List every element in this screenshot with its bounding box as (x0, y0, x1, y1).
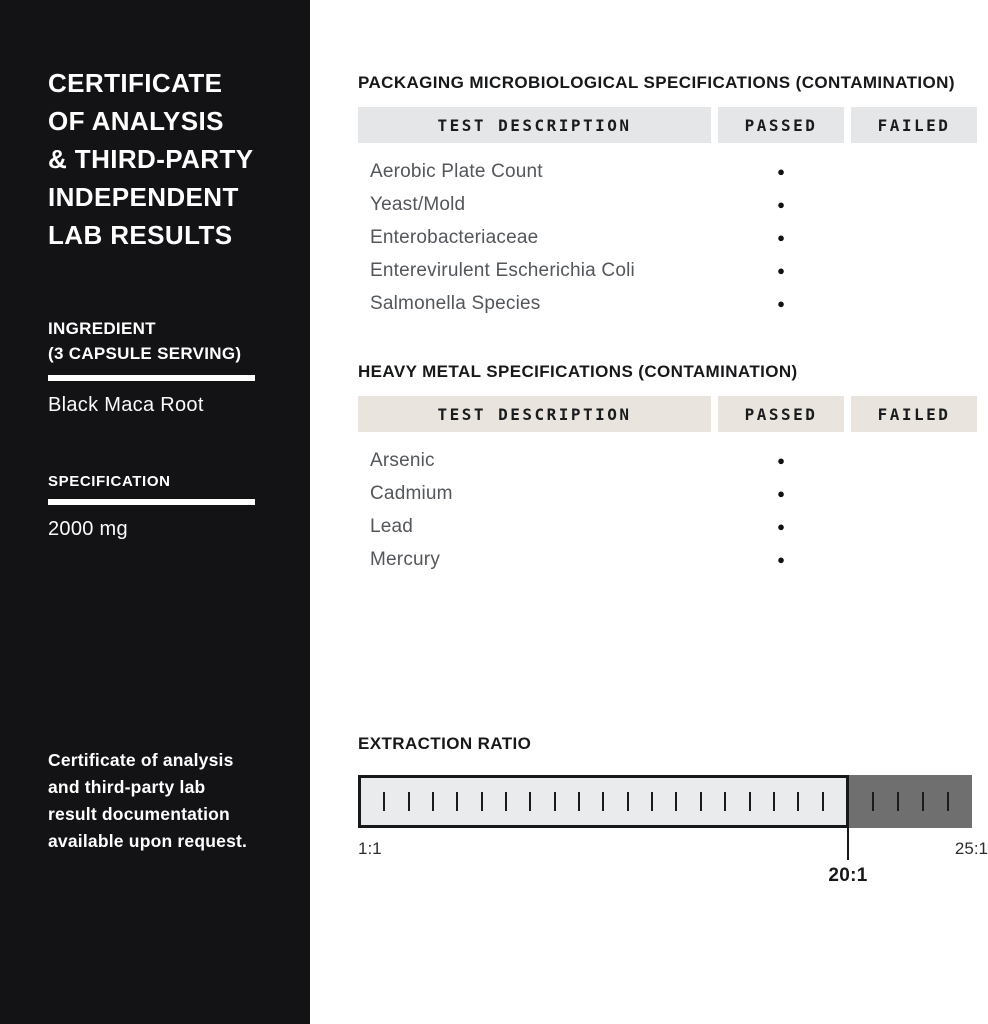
ingredient-label-line1: INGREDIENT (48, 319, 156, 338)
ruler-ticks-dark (849, 775, 972, 828)
test-name: Salmonella Species (370, 292, 541, 314)
tick-mark (529, 792, 531, 811)
tick-mark (505, 792, 507, 811)
tick-mark (675, 792, 677, 811)
tick-mark (627, 792, 629, 811)
table-row (358, 287, 977, 320)
tick-mark (383, 792, 385, 811)
column-header-failed: FAILED (851, 396, 977, 432)
section-title: HEAVY METAL SPECIFICATIONS (CONTAMINATION) (358, 362, 798, 381)
extraction-ratio-ruler (358, 775, 988, 895)
scale-max-label: 25:1 (954, 839, 988, 858)
tick-mark (651, 792, 653, 811)
test-name: Aerobic Plate Count (370, 160, 543, 182)
divider-rule (48, 375, 255, 381)
footnote (48, 747, 290, 855)
table-header-row (358, 107, 977, 143)
passed-dot: ● (777, 552, 785, 567)
tick-mark (822, 792, 824, 811)
section-title: PACKAGING MICROBIOLOGICAL SPECIFICATIONS (CONTAMINATION) (358, 73, 955, 92)
scale-min-label: 1:1 (358, 839, 382, 858)
page-title-line: & THIRD-PARTY (48, 144, 254, 174)
table-row (358, 477, 977, 510)
ruler-scale-labels (358, 839, 988, 859)
passed-dot: ● (777, 486, 785, 501)
tick-mark (947, 792, 949, 811)
test-name: Yeast/Mold (370, 193, 466, 215)
page-title-line: CERTIFICATE (48, 68, 223, 98)
passed-dot: ● (777, 519, 785, 534)
column-header-failed: FAILED (851, 107, 977, 143)
table-row (358, 221, 977, 254)
tick-mark (773, 792, 775, 811)
tick-mark (700, 792, 702, 811)
page-title-line: LAB RESULTS (48, 220, 233, 250)
extraction-value-label: 20:1 (828, 865, 868, 886)
ruler-remainder-range (849, 775, 972, 828)
page-title-line: INDEPENDENT (48, 182, 239, 212)
extraction-ratio-section (358, 734, 988, 895)
passed-dot: ● (777, 296, 785, 311)
tick-mark (481, 792, 483, 811)
section-title: EXTRACTION RATIO (358, 734, 532, 753)
sidebar (0, 0, 310, 1024)
column-header-test-description: TEST DESCRIPTION (358, 107, 711, 143)
ruler-filled-range (358, 775, 849, 828)
tick-mark (724, 792, 726, 811)
passed-dot: ● (777, 230, 785, 245)
test-name: Arsenic (370, 449, 435, 471)
passed-dot: ● (777, 453, 785, 468)
table-row (358, 188, 977, 221)
tick-mark (897, 792, 899, 811)
test-name: Enterobacteriaceae (370, 226, 539, 248)
column-header-passed: PASSED (718, 107, 844, 143)
page-title-line: OF ANALYSIS (48, 106, 224, 136)
ruler-ticks-light (361, 778, 846, 825)
main-content (310, 0, 988, 1024)
table-body (358, 444, 977, 576)
value-pointer-line (847, 775, 849, 860)
tick-mark (432, 792, 434, 811)
footnote-line: and third-party lab (48, 777, 206, 797)
ingredient-label-line2: (3 CAPSULE SERVING) (48, 344, 242, 363)
tick-mark (602, 792, 604, 811)
table-row (358, 155, 977, 188)
tick-mark (408, 792, 410, 811)
table-row (358, 543, 977, 576)
tick-mark (922, 792, 924, 811)
ingredient-label (48, 316, 290, 366)
footnote-line: Certificate of analysis (48, 750, 234, 770)
test-name: Cadmium (370, 482, 453, 504)
column-header-passed: PASSED (718, 396, 844, 432)
page-title (48, 64, 290, 254)
passed-dot: ● (777, 164, 785, 179)
tick-mark (456, 792, 458, 811)
tick-mark (554, 792, 556, 811)
tick-mark (872, 792, 874, 811)
tick-mark (749, 792, 751, 811)
tick-mark (578, 792, 580, 811)
table-header-row (358, 396, 977, 432)
tick-mark (797, 792, 799, 811)
specification-value: 2000 mg (48, 518, 128, 540)
test-name: Enterevirulent Escherichia Coli (370, 259, 635, 281)
table-row (358, 510, 977, 543)
ruler-bar (358, 775, 972, 828)
table-body (358, 155, 977, 320)
heavy-metal-table-section (358, 362, 977, 576)
microbiological-table-section (358, 73, 977, 320)
table-row (358, 254, 977, 287)
test-name: Mercury (370, 548, 441, 570)
divider-rule (48, 499, 255, 505)
column-header-test-description: TEST DESCRIPTION (358, 396, 711, 432)
specification-label: SPECIFICATION (48, 473, 171, 490)
footnote-line: available upon request. (48, 831, 248, 851)
footnote-line: result documentation (48, 804, 230, 824)
ingredient-value: Black Maca Root (48, 394, 204, 416)
table-row (358, 444, 977, 477)
passed-dot: ● (777, 263, 785, 278)
passed-dot: ● (777, 197, 785, 212)
test-name: Lead (370, 515, 414, 537)
